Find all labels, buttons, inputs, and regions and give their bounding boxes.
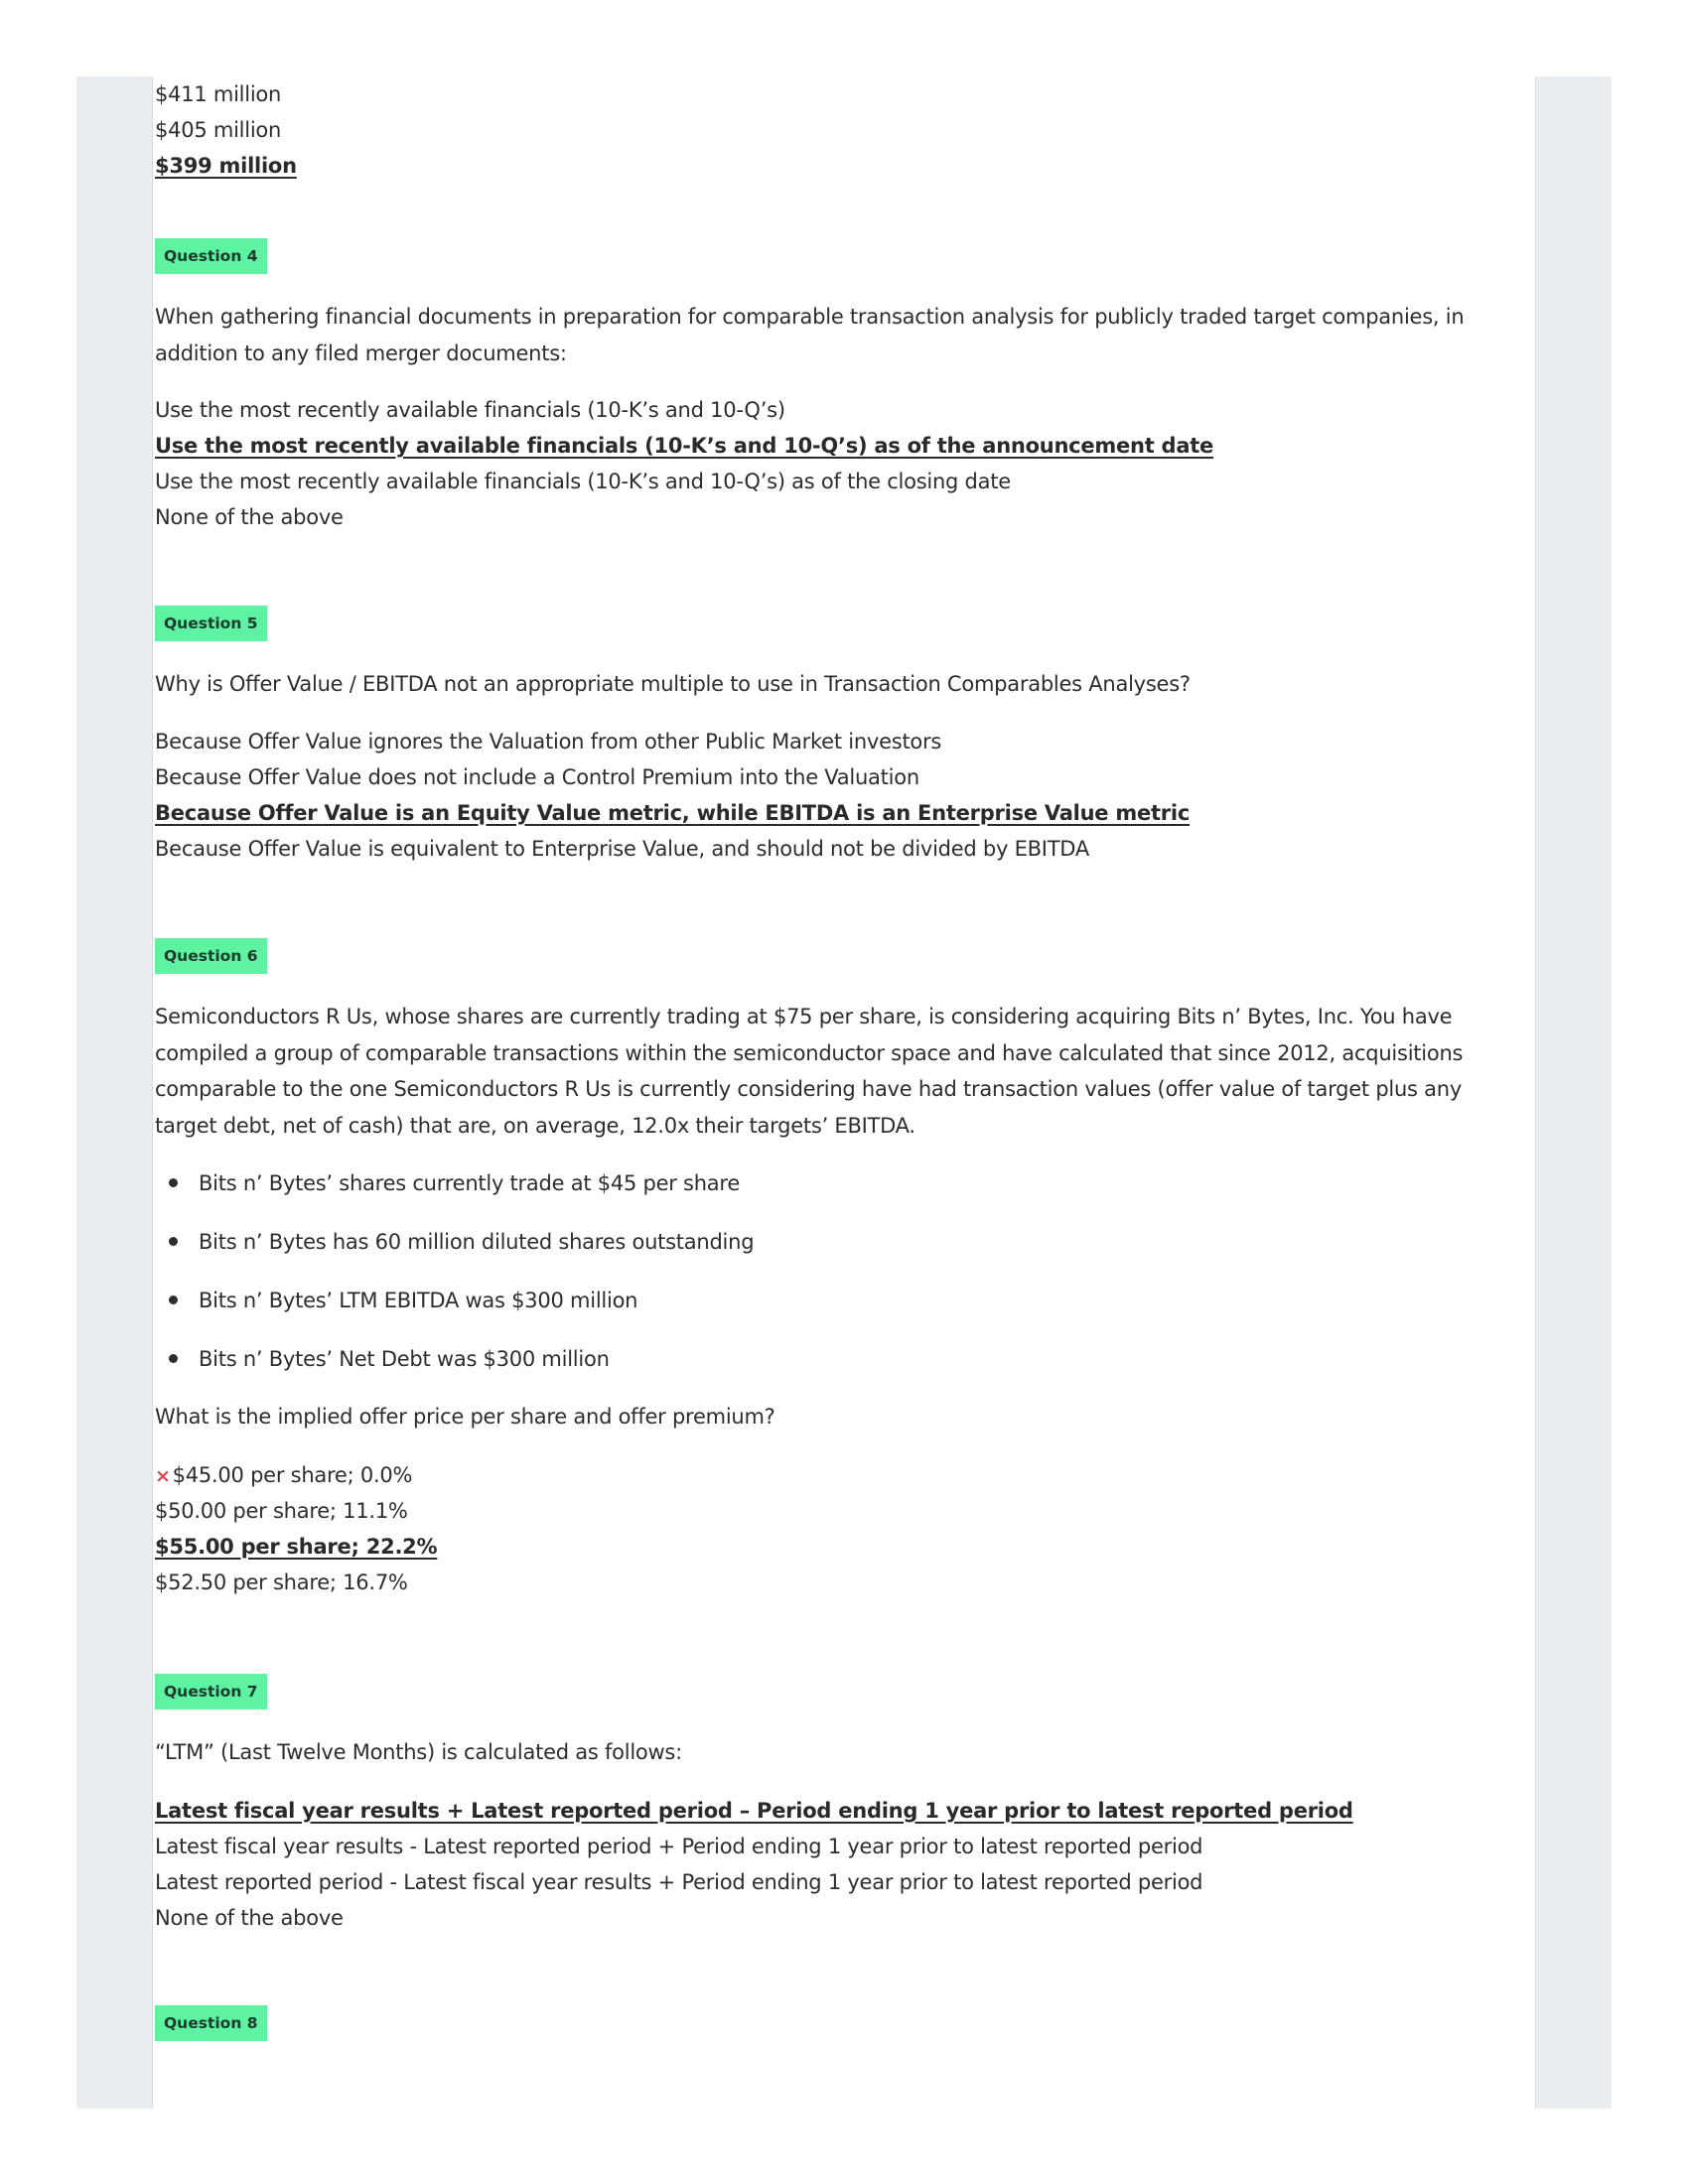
correct-answer-option[interactable]: $55.00 per share; 22.2% — [155, 1534, 438, 1559]
question-badge: Question 4 — [155, 238, 267, 274]
question-prompt: Semiconductors R Us, whose shares are currently trading at $75 per share, is considering acquiring Bits n’ Bytes, Inc. You have compiled a group of comparable transactions within the semiconductor space and have calculated that since 2012, acquisitions comparable to the one Semiconductors R Us is currently considering have had transaction values (offer value of target plus any target debt, net of cash) that are, on average, 12.0x their targets’ EBITDA. — [155, 1005, 1464, 1138]
correct-answer-option[interactable]: $399 million — [155, 154, 297, 178]
answer-options — [155, 724, 1529, 867]
answer-option[interactable]: Latest fiscal year results - Latest reported period + Period ending 1 year prior to latest reported period — [155, 1834, 1203, 1858]
bullet-icon — [169, 1354, 178, 1363]
answer-option[interactable]: $50.00 per share; 11.1% — [155, 1498, 408, 1523]
question-sub-prompt: What is the implied offer price per share and offer premium? — [155, 1405, 775, 1429]
answer-option[interactable]: Because Offer Value ignores the Valuation from other Public Market investors — [155, 729, 942, 753]
given-facts-list — [155, 1165, 1529, 1377]
answer-option[interactable]: $52.50 per share; 16.7% — [155, 1570, 408, 1594]
answer-option[interactable]: Latest reported period - Latest fiscal year results + Period ending 1 year prior to latest reported period — [155, 1869, 1203, 1894]
answer-options — [155, 1793, 1529, 1936]
question-5 — [155, 604, 1529, 867]
list-item: Bits n’ Bytes’ Net Debt was $300 million — [155, 1341, 1529, 1377]
question-prompt: Why is Offer Value / EBITDA not an appropriate multiple to use in Transaction Comparables Analyses? — [155, 672, 1191, 696]
answer-option[interactable]: None of the above — [155, 505, 344, 529]
wrong-selected-answer-option[interactable]: ×$45.00 per share; 0.0% — [155, 1462, 413, 1487]
question-badge: Question 5 — [155, 606, 267, 641]
list-item: Bits n’ Bytes’ shares currently trade at $45 per share — [155, 1165, 1529, 1201]
correct-answer-option[interactable]: Because Offer Value is an Equity Value metric, while EBITDA is an Enterprise Value metric — [155, 800, 1191, 825]
answer-option[interactable]: $411 million — [155, 82, 282, 106]
question-prompt: “LTM” (Last Twelve Months) is calculated as follows: — [155, 1740, 682, 1764]
list-item: Bits n’ Bytes’ LTM EBITDA was $300 million — [155, 1283, 1529, 1318]
answer-option[interactable]: Because Offer Value is equivalent to Enterprise Value, and should not be divided by EBITDA — [155, 836, 1089, 861]
correct-answer-option[interactable]: Use the most recently available financials (10-K’s and 10-Q’s) as of the announcement date — [155, 434, 1214, 458]
answer-option[interactable]: $405 million — [155, 118, 282, 142]
answer-option[interactable]: None of the above — [155, 1905, 344, 1930]
bullet-icon — [169, 1178, 178, 1187]
bullet-icon — [169, 1237, 178, 1246]
question-8 — [155, 2003, 267, 2041]
question-badge: Question 6 — [155, 938, 267, 974]
answer-option[interactable]: Because Offer Value does not include a Control Premium into the Valuation — [155, 764, 919, 789]
answer-options — [155, 392, 1529, 535]
quiz-content — [152, 76, 1536, 2109]
correct-answer-option[interactable]: Latest fiscal year results + Latest reported period – Period ending 1 year prior to latest reported period — [155, 1798, 1353, 1823]
question-prompt: When gathering financial documents in preparation for comparable transaction analysis for publicly traded target companies, in addition to any filed merger documents: — [155, 305, 1465, 365]
question-6 — [155, 936, 1529, 1600]
answer-options — [155, 1457, 1529, 1600]
answer-option[interactable]: Use the most recently available financials (10-K’s and 10-Q’s) — [155, 398, 785, 422]
question-badge: Question 7 — [155, 1674, 267, 1709]
question-7 — [155, 1672, 1529, 1936]
question-badge: Question 8 — [155, 2005, 267, 2041]
question-3-options — [155, 76, 297, 184]
answer-option[interactable]: Use the most recently available financials (10-K’s and 10-Q’s) as of the closing date — [155, 470, 1011, 493]
list-item: Bits n’ Bytes has 60 million diluted shares outstanding — [155, 1224, 1529, 1260]
question-4 — [155, 236, 1529, 535]
incorrect-x-icon: × — [155, 1464, 171, 1487]
bullet-icon — [169, 1296, 178, 1304]
